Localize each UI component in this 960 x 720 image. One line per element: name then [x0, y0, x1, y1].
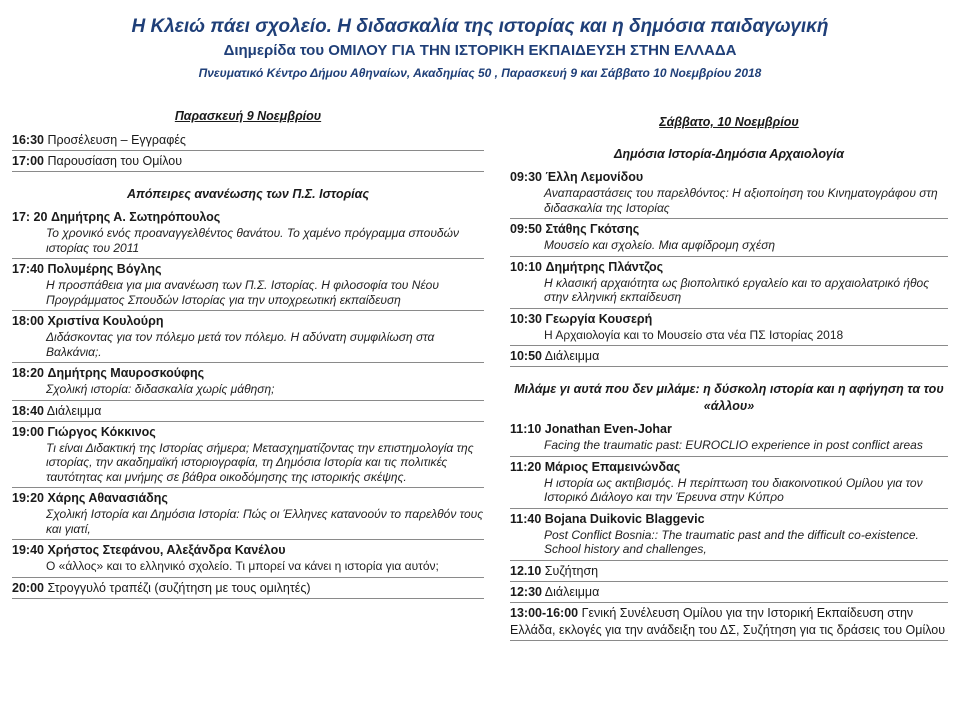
schedule-item-head — [12, 313, 484, 330]
schedule-item-head — [510, 311, 948, 328]
schedule-item — [510, 582, 948, 603]
schedule-item — [12, 540, 484, 578]
schedule-item — [510, 346, 948, 367]
day2-program — [510, 112, 948, 641]
talk-title: Σχολική Ιστορία και Δημόσια Ιστορία: Πώς οι Έλληνες κατανοούν το παρελθόν τους και γιατί, — [46, 507, 484, 536]
schedule-item-head — [510, 221, 948, 238]
schedule-item — [12, 130, 484, 151]
time-label: 18:00 — [12, 314, 44, 328]
talk-title: Σχολική ιστορία: διδασκαλία χωρίς μάθηση; — [46, 382, 275, 396]
schedule-item — [510, 219, 948, 257]
schedule-item-head — [510, 584, 948, 601]
speaker-name: Στάθης Γκότσης — [545, 222, 640, 236]
speaker-name: Δημήτρης Μαυροσκούφης — [47, 366, 205, 380]
talk-title: Η προσπάθεια για μια ανανέωση των Π.Σ. Ιστορίας. Η φιλοσοφία του Νέου Προγράμματος Σπουδών Ιστορίας για την υποχρεωτική εκπαίδευση — [46, 278, 439, 307]
schedule-item — [510, 457, 948, 509]
schedule-item-head — [12, 153, 484, 170]
schedule-item-head — [12, 365, 484, 382]
time-label: 17: 20 — [12, 210, 48, 224]
time-label: 10:30 — [510, 311, 542, 326]
schedule-item-head — [12, 209, 484, 226]
time-label: 18:40 — [12, 403, 44, 418]
speaker-name: Jonathan Even-Johar — [544, 422, 672, 436]
schedule-item-head — [510, 348, 948, 365]
time-label: 12.10 — [510, 563, 542, 578]
speaker-name: Γεωργία Κουσερή — [545, 311, 653, 326]
time-label: 10:50 — [510, 349, 542, 363]
schedule-item-head — [12, 261, 484, 278]
conference-subtitle: Διημερίδα του ΟΜΙΛΟΥ ΓΙΑ ΤΗΝ ΙΣΤΟΡΙΚΗ ΕΚΠΑΙΔΕΥΣΗ ΣΤΗΝ ΕΛΛΑΔΑ — [223, 42, 737, 59]
document-header — [0, 14, 960, 84]
talk-title: Διδάσκοντας για τον πόλεμο μετά τον πόλεμο. Η αδύνατη συμφιλίωση στα Βαλκάνια;. — [46, 330, 435, 359]
talk-title: Post Conflict Bosnia:: The traumatic past and the difficult co-existence. School history and challenges, — [544, 527, 919, 556]
schedule-item — [510, 509, 948, 561]
schedule-item-head — [510, 259, 948, 276]
session-note: Διάλειμμα — [544, 349, 600, 363]
time-label: 13:00-16:00 — [510, 605, 579, 620]
talk-title: Η Αρχαιολογία και το Μουσείο στα νέα ΠΣ Ιστορίας 2018 — [544, 327, 844, 342]
session-note: Διάλειμμα — [544, 584, 600, 599]
time-label: 16:30 — [12, 133, 44, 147]
time-label: 20:00 — [12, 580, 44, 595]
time-label: 17:40 — [12, 262, 44, 276]
speaker-name: Πολυμέρης Βόγλης — [47, 262, 162, 276]
talk-title: Μουσείο και σχολείο. Μια αμφίδρομη σχέση — [544, 238, 776, 252]
schedule-item — [510, 603, 948, 641]
schedule-item-head — [510, 169, 948, 186]
schedule-item-head — [12, 580, 484, 597]
day2-section1-title: Δημόσια Ιστορία-Δημόσια Αρχαιολογία — [614, 147, 844, 161]
speaker-name: Χάρης Αθανασιάδης — [47, 491, 168, 505]
talk-title: Η ιστορία ως ακτιβισμός. Η περίπτωση του διακοινοτικού Ομίλου για τον Ιστορικό Διάλογο και την Έρευνα στην Κύπρο — [544, 475, 923, 504]
speaker-name: Bojana Duikovic Blaggevic — [544, 511, 705, 526]
schedule-item-head — [510, 459, 948, 476]
time-label: 10:10 — [510, 259, 542, 274]
speaker-name: Έλλη Λεμονίδου — [545, 170, 644, 184]
time-label: 11:20 — [510, 459, 542, 474]
time-label: 19:00 — [12, 424, 44, 439]
time-label: 09:30 — [510, 170, 542, 184]
schedule-item — [510, 257, 948, 309]
speaker-name: Χριστίνα Κουλούρη — [47, 314, 164, 328]
time-label: 17:00 — [12, 154, 44, 168]
talk-title: Ο «άλλος» και το ελληνικό σχολείο. Τι μπορεί να κάνει η ιστορία για αυτόν; — [46, 559, 439, 573]
day1-section-title: Απόπειρες ανανέωσης των Π.Σ. Ιστορίας — [126, 187, 370, 201]
time-label: 09:50 — [510, 222, 542, 236]
schedule-item-head — [12, 132, 484, 149]
time-label: 19:20 — [12, 491, 44, 505]
schedule-item — [510, 309, 948, 347]
schedule-item-head — [12, 490, 484, 507]
session-note: Παρουσίαση του Ομίλου — [47, 154, 183, 168]
schedule-item — [12, 151, 484, 172]
day2-section2-title: Μιλάμε γι αυτά που δεν μιλάμε: η δύσκολη ιστορία και η αφήγηση τα του «άλλου» — [514, 382, 944, 413]
talk-title: Facing the traumatic past: EUROCLIO experience in post conflict areas — [544, 438, 923, 452]
time-label: 18:20 — [12, 366, 44, 380]
schedule-item-head — [12, 403, 484, 420]
schedule-item — [12, 259, 484, 311]
speaker-name: Δημήτρης Α. Σωτηρόπουλος — [50, 210, 221, 224]
schedule-item-head — [510, 563, 948, 580]
schedule-item — [12, 578, 484, 599]
day1-program — [12, 106, 484, 599]
session-note: Συζήτηση — [544, 563, 599, 578]
talk-title: Το χρονικό ενός προαναγγελθέντος θανάτου. Το χαμένο πρόγραμμα σπουδών ιστορίας του 2011 — [46, 226, 459, 255]
talk-title: Αναπαραστάσεις του παρελθόντος: Η αξιοποίηση του Κινηματογράφου στη διδασκαλία της Ιστορίας — [544, 186, 938, 215]
session-note: Διάλειμμα — [46, 403, 102, 418]
speaker-name: Γιώργος Κόκκινος — [47, 424, 156, 439]
time-label: 11:40 — [510, 511, 542, 526]
day2-title: Σάββατο, 10 Νοεμβρίου — [659, 115, 799, 129]
talk-title: Τι είναι Διδακτική της Ιστορίας σήμερα; Μετασχηματίζοντας την επιστημολογία της ιστορίας, την ακαδημαϊκή ιστοριογραφία, τη Δημόσια Ιστορία και τις πολιτικές ταυτότητας και μνήμης σε βάθρα οικοδόμησης της ιστορικής σκέψης. — [46, 440, 474, 484]
talk-title: Η κλασική αρχαιότητα ως βιοπολιτικό εργαλείο και το αρχαιολατρικό ήθος στην ελληνική εκπαίδευση — [544, 275, 930, 304]
schedule-item — [510, 167, 948, 219]
schedule-item — [510, 561, 948, 582]
session-note: Προσέλευση – Εγγραφές — [47, 133, 186, 147]
conference-venue: Πνευματικό Κέντρο Δήμου Αθηναίων, Ακαδημίας 50 , Παρασκευή 9 και Σάββατο 10 Νοεμβρίου 2018 — [198, 66, 762, 80]
schedule-item — [12, 488, 484, 540]
speaker-name: Μάριος Επαμεινώνδας — [544, 459, 681, 474]
schedule-item-head — [510, 605, 948, 639]
schedule-item-head — [12, 424, 484, 441]
schedule-item — [12, 401, 484, 422]
session-note: Γενική Συνέλευση Ομίλου για την Ιστορική Εκπαίδευση στην Ελλάδα, εκλογές για την ανάδειξη του ΔΣ, Συζήτηση για τις δράσεις του Ομίλου — [510, 605, 946, 637]
day1-title: Παρασκευή 9 Νοεμβρίου — [174, 109, 322, 123]
schedule-item — [510, 419, 948, 457]
time-label: 19:40 — [12, 543, 44, 557]
schedule-item — [12, 422, 484, 489]
speaker-name: Δημήτρης Πλάντζος — [545, 259, 664, 274]
schedule-item-head — [510, 511, 948, 528]
schedule-item — [12, 363, 484, 401]
schedule-item-head — [510, 421, 948, 438]
schedule-item-head — [12, 542, 484, 559]
conference-title: Η Κλειώ πάει σχολείο. Η διδασκαλία της ιστορίας και η δημόσια παιδαγωγική — [131, 16, 829, 37]
session-note: Στρογγυλό τραπέζι (συζήτηση με τους ομιλητές) — [47, 580, 311, 595]
speaker-name: Χρήστος Στεφάνου, Αλεξάνδρα Κανέλου — [47, 543, 286, 557]
schedule-item — [12, 207, 484, 259]
schedule-item — [12, 311, 484, 363]
time-label: 11:10 — [510, 422, 542, 436]
time-label: 12:30 — [510, 584, 542, 599]
